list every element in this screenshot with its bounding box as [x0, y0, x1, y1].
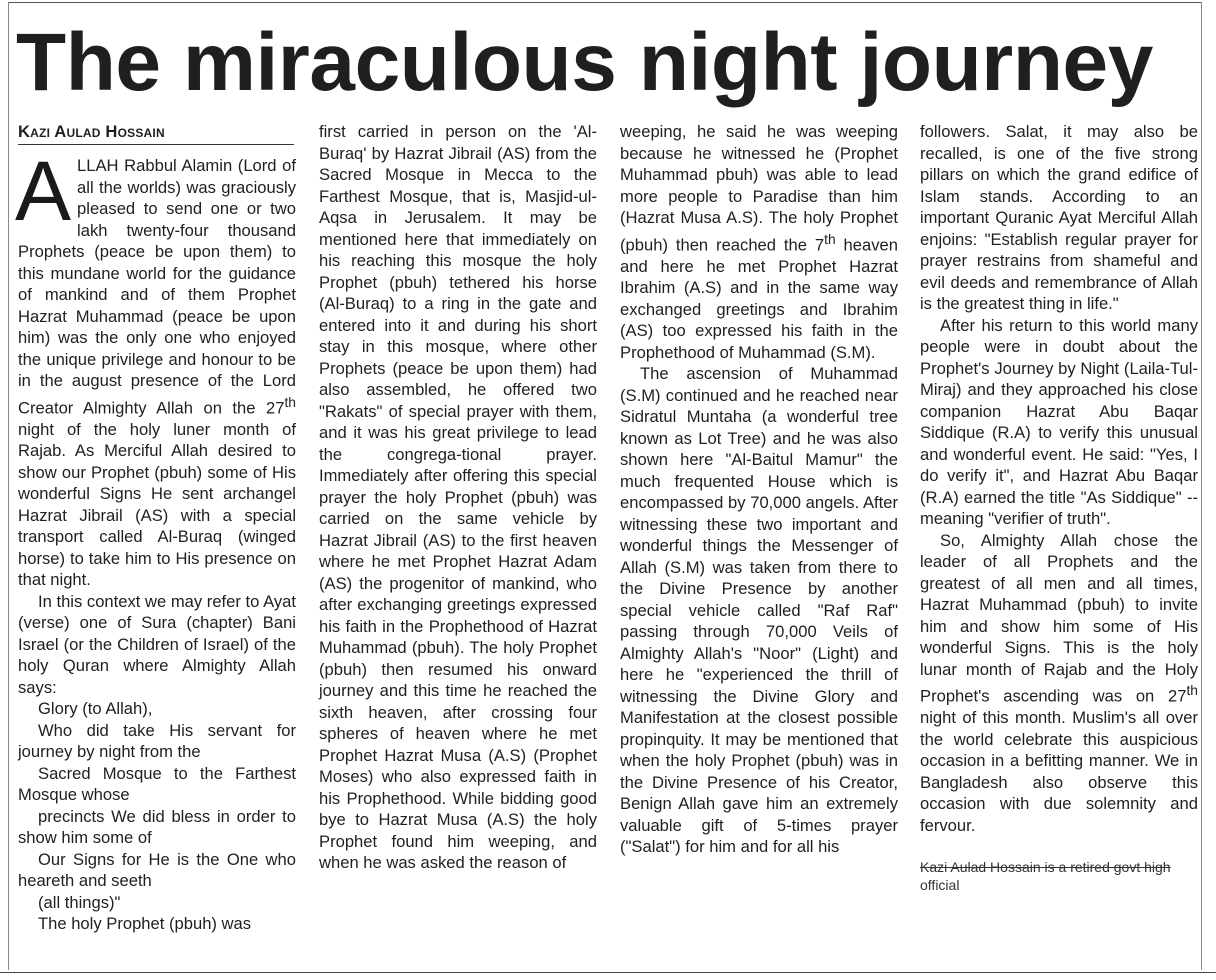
verse-line: Who did take His servant for journey by night from the	[18, 720, 296, 762]
paragraph: The ascension of Muhammad (S.M) continued and he reached near Sidratul Muntaha (a wonderful tree known as Lot Tree) and he was also shown here "Al-Baitul Mamur" the much frequented House which is encompassed by 70,000 angels. After witnessing these two important and wonderful things the Messenger of Allah (S.M) was taken from there to the Divine Presence by another special vehicle called "Raf Raf" passing through 70,000 Veils of Almighty Allah's "Noor" (Light) and here he "experienced the thrill of witnessing the Divine Glory and Manifestation at the closest possible propinquity. It may be mentioned that when the holy Prophet (pbuh) was in the Divine Presence of his Creator, Benign Allah gave him an extremely valuable gift of 5-times prayer ("Salat") for him and for all his	[620, 364, 898, 857]
verse-line: Sacred Mosque to the Farthest Mosque whose	[18, 763, 296, 805]
bottom-rule	[0, 972, 1216, 980]
article-column-1	[15, 121, 296, 935]
author-note-end: official	[920, 877, 960, 894]
paragraph: first carried in person on the 'Al-Buraq' by Hazrat Jibrail (AS) from the Sacred Mosque in Mecca to the Farthest Mosque, that is, Masjid-ul-Aqsa in Jerusalem. It may be mentioned here that immediately on his reaching this mosque the holy Prophet (pbuh) tethered his horse (Al-Buraq) to a ring in the gate and entered into it and during his short stay in this mosque, where other Prophets (peace be upon them) had also assembled, he offered two "Rakats" of special prayer with them, and it was his great privilege to lead the congrega-tional prayer. Immediately after offering this special prayer the holy Prophet (pbuh) was carried on the same vehicle by Hazrat Jibrail (AS) to the first heaven where he met Prophet Hazrat Adam (AS) the progenitor of mankind, who after exchanging greetings expressed his faith in the Prophethood of Hazrat Muhammad (pbuh). The holy Prophet (pbuh) then resumed his onward journey and this time he reached the sixth heaven, after crossing four spheres of heaven where he met Prophet Hazrat Musa (A.S) (Prophet Moses) who also expressed faith in his Prophethood. While bidding good bye to Hazrat Musa (A.S) the holy Prophet found him weeping, and when he was asked the reason of	[319, 122, 597, 872]
paragraph: So, Almighty Allah chose the leader of all Prophets and the greatest of all men and all times, Hazrat Muhammad (pbuh) to invite him and show him some of His wonderful Signs. This is the holy lunar month of Rajab and the Holy Prophet's ascending was on 27th night of this month. Muslim's all over the world celebrate this auspicious occasion in a befitting manner. We in Bangladesh also observe this occasion with due solemnity and fervour.	[920, 530, 1198, 835]
verse-line: precincts We did bless in order to show him some of	[18, 806, 296, 848]
article-column-3	[620, 121, 898, 858]
paragraph: weeping, he said he was weeping because he witnessed he (Prophet Muhammad pbuh) was able to lead more people to Paradise than him (Hazrat Musa A.S). The holy Prophet (pbuh) then reached the 7th heaven and here he met Prophet Hazrat Ibrahim (A.S) and in the same way exchanged greetings and Ibrahim (AS) too expressed his faith in the Prophethood of Muhammad (S.M).	[620, 122, 898, 362]
paragraph: followers. Salat, it may also be recalled, is one of the five strong pillars on which the grand edifice of Islam stands. According to an important Quranic Ayat Merciful Allah enjoins: "Establish regular prayer for prayer restrains from shameful and evil deeds and remembrance of Allah is the greatest thing in life."	[920, 122, 1198, 313]
drop-cap: A	[15, 144, 72, 238]
paragraph: After his return to this world many people were in doubt about the Prophet's Journey by Night (Laila-Tul-Miraj) and they approached his close companion Hazrat Abu Baqar Siddique (R.A) to verify this unusual and wonderful event. He said: "Yes, I do verify it", and Hazrat Abu Baqar (R.A) earned the title "As Siddique" -- meaning "verifier of truth".	[920, 315, 1198, 528]
article-column-4	[920, 121, 1198, 894]
article-column-2	[319, 121, 597, 874]
paragraph: The holy Prophet (pbuh) was	[38, 914, 252, 934]
intro-paragraph: ALLAH Rabbul Alamin (Lord of all the worlds) was graciously pleased to send one or two lakh twenty-four thousand Prophets (peace be upon them) to this mundane world for the guidance of mankind and of them Prophet Hazrat Muhammad (peace be upon him) was the only one who enjoyed the unique privilege and honour to be in the august presence of the Lord Creator Almighty Allah on the 27th night of the holy luner month of Rajab. As Merciful Allah desired to show our Prophet (pbuh) some of His wonderful Signs He sent archangel Hazrat Jibrail (AS) with a special transport called Al-Buraq (winged horse) to take him to His presence on that night.	[15, 144, 296, 590]
verse-line: Glory (to Allah),	[38, 699, 153, 719]
author-note-struck: Kazi Aulad Hossain is a retired govt high	[920, 859, 1171, 876]
byline: Kazi Aulad Hossain	[18, 121, 294, 145]
left-rule	[8, 2, 9, 970]
headline: The miraculous night journey	[16, 17, 1153, 108]
verse-line: (all things)"	[38, 892, 121, 912]
right-rule	[1201, 2, 1202, 970]
paragraph: In this context we may refer to Ayat (verse) one of Sura (chapter) Bani Israel (or the Children of Israel) of the holy Quran where Almighty Allah says:	[18, 591, 296, 697]
author-note	[920, 858, 1198, 894]
verse-line: Our Signs for He is the One who heareth and seeth	[18, 849, 296, 891]
top-rule	[8, 2, 1202, 3]
